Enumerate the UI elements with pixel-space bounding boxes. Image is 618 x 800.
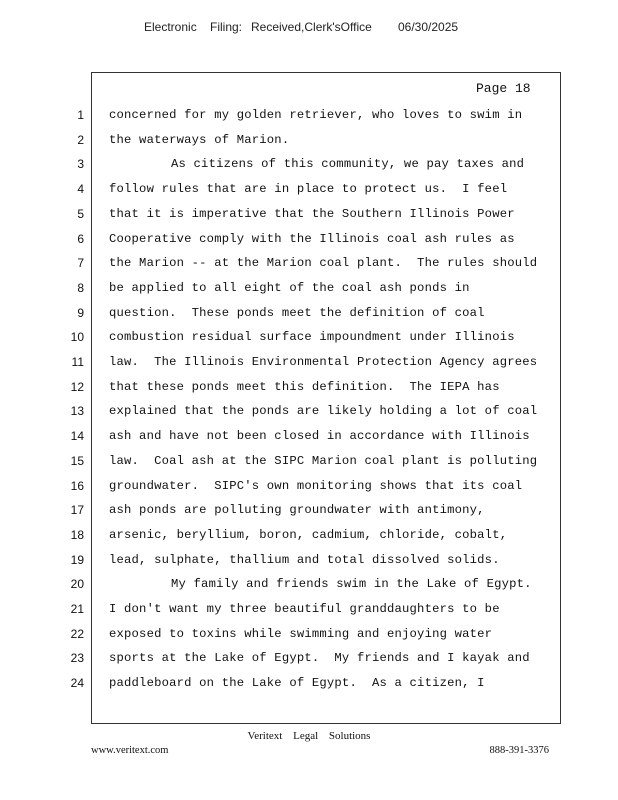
line-number: 11 (71, 355, 84, 369)
line-number: 8 (77, 280, 84, 295)
line-number: 9 (77, 305, 84, 320)
transcript-line: law. Coal ash at the SIPC Marion coal plant is polluting (109, 453, 538, 468)
line-number: 22 (70, 626, 84, 641)
transcript-line: exposed to toxins while swimming and enjoying water (109, 626, 493, 641)
filing-header-date: 06/30/2025 (398, 20, 459, 34)
line-number: 1 (77, 108, 84, 122)
line-number: 19 (70, 552, 84, 567)
line-number: 14 (70, 429, 84, 444)
transcript-line: ash ponds are polluting groundwater with antimony, (109, 503, 485, 518)
line-number: 23 (70, 651, 84, 666)
transcript-line: lead, sulphate, thallium and total dissolved solids. (109, 552, 500, 567)
transcript-line: question. These ponds meet the definition of coal (109, 305, 485, 320)
filing-header-filing: Filing: (210, 20, 243, 34)
filing-header-electronic: Electronic (144, 20, 197, 34)
line-number: 20 (70, 577, 84, 592)
line-number: 21 (70, 602, 84, 616)
transcript-line: the waterways of Marion. (109, 132, 290, 147)
line-number: 17 (70, 503, 84, 518)
line-number: 15 (70, 453, 84, 468)
line-number: 16 (70, 478, 84, 493)
line-number: 10 (70, 330, 84, 345)
line-number: 7 (77, 256, 84, 271)
transcript-line: that these ponds meet this definition. The IEPA has (109, 379, 500, 394)
page-number: Page 18 (476, 81, 531, 96)
transcript-line: be applied to all eight of the coal ash ponds in (109, 280, 470, 295)
line-number: 3 (77, 157, 84, 172)
transcript-line: explained that the ponds are likely holding a lot of coal (109, 404, 538, 419)
line-number: 18 (70, 527, 84, 542)
transcript-line: the Marion -- at the Marion coal plant. The rules should (109, 256, 538, 271)
transcript-line: follow rules that are in place to protect us. I feel (109, 182, 508, 197)
line-number: 24 (70, 676, 84, 691)
footer-website: www.veritext.com (91, 745, 169, 756)
transcript-line: My family and friends swim in the Lake of Egypt. (171, 577, 532, 592)
filing-header (0, 20, 618, 38)
line-number: 5 (77, 206, 84, 221)
transcript-line: concerned for my golden retriever, who loves to swim in (109, 108, 523, 122)
filing-header-received: Received,Clerk'sOffice (251, 20, 372, 34)
line-number: 6 (77, 231, 84, 246)
transcript-line: that it is imperative that the Southern Illinois Power (109, 206, 515, 221)
transcript-line: ash and have not been closed in accordance with Illinois (109, 429, 530, 444)
transcript-line: arsenic, beryllium, boron, cadmium, chloride, cobalt, (109, 527, 508, 542)
line-number: 4 (77, 182, 84, 197)
transcript-line: paddleboard on the Lake of Egypt. As a citizen, I (109, 676, 485, 691)
footer-company: Veritext Legal Solutions (247, 730, 371, 742)
transcript-line: law. The Illinois Environmental Protection Agency agrees (109, 355, 538, 369)
transcript-line: I don't want my three beautiful granddaughters to be (109, 602, 500, 616)
transcript-line: combustion residual surface impoundment under Illinois (109, 330, 515, 345)
transcript-line: sports at the Lake of Egypt. My friends and I kayak and (109, 651, 530, 666)
line-number: 13 (70, 404, 84, 419)
footer-phone: 888-391-3376 (489, 745, 549, 756)
line-number: 12 (70, 379, 84, 394)
transcript-line: As citizens of this community, we pay taxes and (171, 157, 525, 172)
line-number: 2 (77, 132, 84, 147)
transcript-line: Cooperative comply with the Illinois coal ash rules as (109, 231, 515, 246)
transcript-line: groundwater. SIPC's own monitoring shows that its coal (109, 478, 523, 493)
